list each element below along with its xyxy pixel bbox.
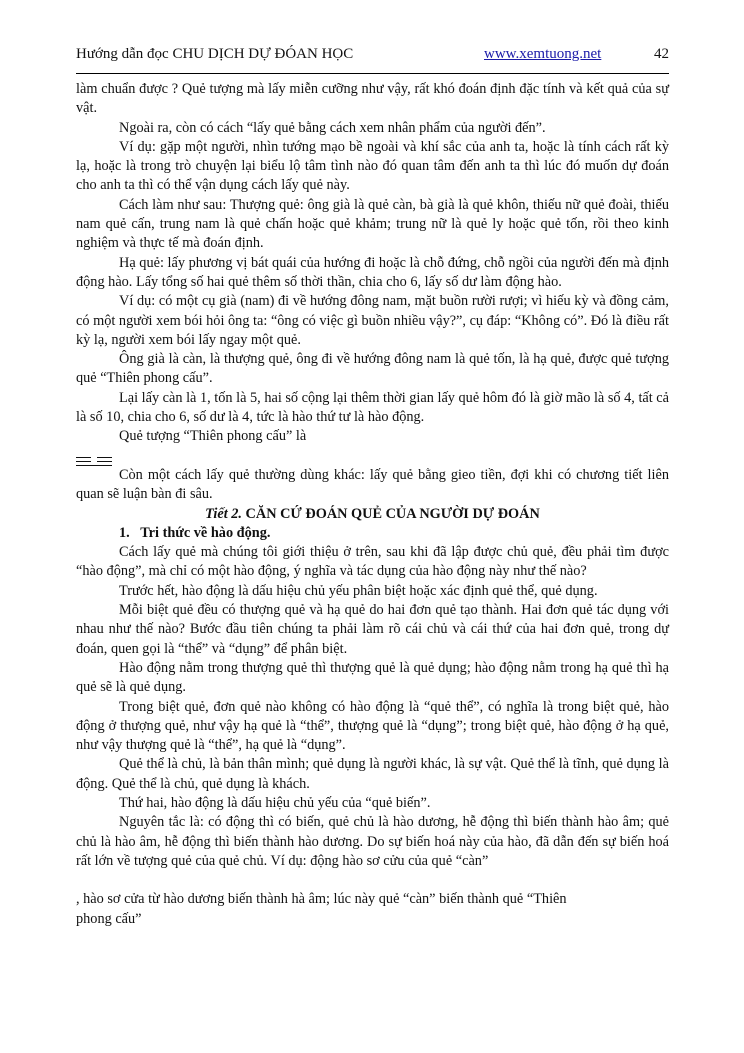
paragraph: Cách lấy quẻ mà chúng tôi giới thiệu ở trên, sau khi đã lập được chủ quẻ, đều phải tìm được “hào động”, mà chỉ có một hào động, ý nghĩa và tác dụng của hào động này như thế nào? [76,544,669,580]
hexagram-paragraph [76,427,669,446]
paragraph: Trước hết, hào động là dấu hiệu chủ yếu phân biệt hoặc xác định quẻ thể, quẻ dụng. [119,582,598,599]
paragraph: Ví dụ: có một cụ già (nam) đi về hướng đông nam, mặt buồn rười rượi; vì hiếu kỳ và đồng cảm, có một người xem bói hỏi ông ta: “ông có việc gì buồn nhiều vậy?”, cụ đáp: “Không có”. Đó là điều rất kỳ lạ, người xem bói lấy ngay một quẻ. [76,293,669,348]
subsection-title: Tri thức về hào động. [140,524,271,541]
paragraph: Hào động nằm trong thượng quẻ thì thượng quẻ là quẻ dụng; hào động nằm trong hạ quẻ thì hạ quẻ sẽ là quẻ dụng. [76,659,669,696]
subsection-number: 1. [119,524,130,541]
paragraph-continued [76,910,669,929]
paragraph: Cách làm như sau: Thượng quẻ: ông già là quẻ càn, bà già là quẻ khôn, thiếu nữ quẻ đoài, thiếu nam quẻ cấn, trung nam là quẻ chấn hoặc quẻ khảm; trung nữ là quẻ ly hoặc quẻ tốn, rồi theo kinh nghiệm và thực tế mà đoán định. [76,196,669,252]
page-number: 42 [654,46,669,62]
paragraph: Mỗi biệt quẻ đều có thượng quẻ và hạ quẻ do hai đơn quẻ tạo thành. Hai đơn quẻ tác dụng với nhau như thế nào? Bước đầu tiên chúng ta phải làm rõ cái chủ và cái thứ của hai đơn quẻ, trong dự đoán, quen gọi là “thể” và “dụng” để phân biệt. [76,602,669,657]
book-title: Hướng dẫn đọc CHU DỊCH DỰ ĐÓAN HỌC [76,46,354,62]
hexagram-caption: Quẻ tượng “Thiên phong cấu” là [119,428,307,445]
paragraph: Ông già là càn, là thượng quẻ, ông đi về hướng đông nam là quẻ tốn, là hạ quẻ, được quẻ tượng quẻ “Thiên phong cấu”. [76,351,669,387]
paragraph: Quẻ thể là chủ, là bản thân mình; quẻ dụng là người khác, là sự vật. Quẻ thể là tĩnh, quẻ dụng là động. Quẻ thể là chủ, quẻ dụng là khách. [76,756,669,792]
paragraph: Hạ quẻ: lấy phương vị bát quái của hướng đi hoặc là chỗ đứng, chỗ ngồi của người đến mà định động hào. Lấy tổng số hai quẻ thêm số thời thần, chia cho 6, lấy số dư làm động hào. [76,254,669,290]
paragraph-continued [76,871,669,890]
page-body [76,80,669,929]
subsection-heading [76,524,669,543]
paragraph: Nguyên tắc là: có động thì có biến, quẻ chủ là hào dương, hễ động thì biến thành hào âm; quẻ chủ là hào âm, hễ động thì biến thành hào dương. Do sự biến hoá này của hào, đã dẫn đến sự biến hoá rất lớn về tượng quẻ của quẻ chủ. Ví dụ: động hào sơ cửu của quẻ “càn” [76,814,669,869]
website-link[interactable]: www.xemtuong.net [484,46,602,62]
header-divider [76,73,669,74]
paragraph: Ví dụ: gặp một người, nhìn tướng mạo bề ngoài và khí sắc của anh ta, hoặc là tính cách rất kỳ lạ, hoặc là trong trò chuyện lại biểu lộ tâm tình nào đó quan tâm đến anh ta thì lúc đó muốn dự đoán cho anh ta thì có thể vận dụng cách lấy quẻ này. [76,138,669,194]
paragraph: Trong biệt quẻ, đơn quẻ nào không có hào động là “quẻ thể”, có nghĩa là trong biệt quẻ, hào động ở thượng quẻ, như vậy hạ quẻ là “thể”, thượng quẻ là “dụng”; trong biệt quẻ, hào động ở hạ quẻ, như vậy thượng quẻ là “thể”, hạ quẻ là “dụng”. [76,698,669,754]
section-label: Tiết 2. [205,505,242,522]
section-title: CĂN CỨ ĐOÁN QUẺ CỦA NGƯỜI DỰ ĐOÁN [245,505,540,522]
page-header [76,46,669,66]
paragraph: Lại lấy càn là 1, tốn là 5, hai số cộng lại thêm thời gian lấy quẻ hôm đó là giờ mão là số 4, tất cả là số 10, chia cho 6, số dư là 4, tức là hào thứ tư là hào động. [76,389,669,426]
paragraph: Thứ hai, hào động là dấu hiệu chủ yếu của “quẻ biến”. [119,794,431,811]
text-fragment: phong cấu” [76,910,142,927]
text-fragment: , hào sơ cửa từ hào dương biến thành hà âm; lúc này quẻ “càn” biến thành quẻ “Thiên [76,891,567,908]
paragraph: Ngoài ra, còn có cách “lấy quẻ bằng cách xem nhân phẩm của người đến”. [119,119,546,136]
hexagram-changed-icon [76,454,112,466]
paragraph: Còn một cách lấy quẻ thường dùng khác: lấy quẻ bằng gieo tiền, đợi khi có chương tiết liên quan sẽ luận bàn đi sâu. [76,466,669,503]
paragraph: làm chuẩn được ? Quẻ tượng mà lấy miễn cưỡng như vậy, rất khó đoán định đặc tính và kết quả của sự vật. [76,81,669,117]
section-heading [76,505,669,524]
